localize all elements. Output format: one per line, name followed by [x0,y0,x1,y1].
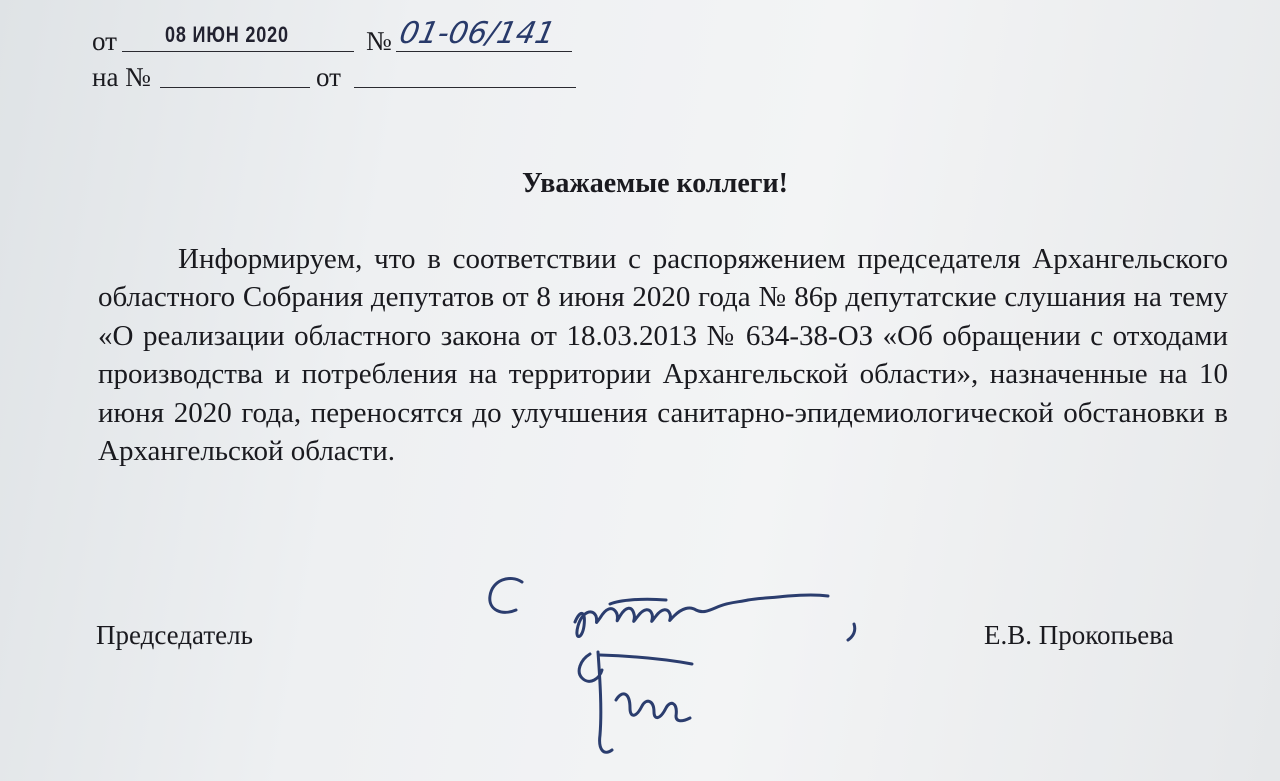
greeting-heading: Уважаемые коллеги! [522,168,788,199]
date-stamp: 08 ИЮН 2020 [165,22,289,47]
reply-date-underline [354,87,576,88]
handwritten-signature [470,560,870,781]
reply-number-underline [160,87,310,88]
date-label: от [92,26,117,56]
number-label: № [366,26,392,56]
number-underline [396,51,572,52]
registration-number: 01-06/141 [396,16,559,51]
date-underline [122,51,354,52]
letter-body: Информируем, что в соответствии с распоряжением председателя Архангельского областного Собрания депутатов от 8 июня 2020 года № 86р депутатские слушания на тему «О реализации областного закона от 18.03.2013 № 634-38-ОЗ «Об обращении с отходами производства и потребления на территории Архангельской области», назначенные на 10 июня 2020 года, переносятся до улучшения санитарно-эпидемиологической обстановки в Архангельской области. [98,243,1228,468]
signatory-name: Е.В. Прокопьева [984,620,1174,650]
reply-date-label: от [316,62,341,92]
signatory-position: Председатель [96,620,253,650]
reply-number-label: на № [92,62,151,92]
